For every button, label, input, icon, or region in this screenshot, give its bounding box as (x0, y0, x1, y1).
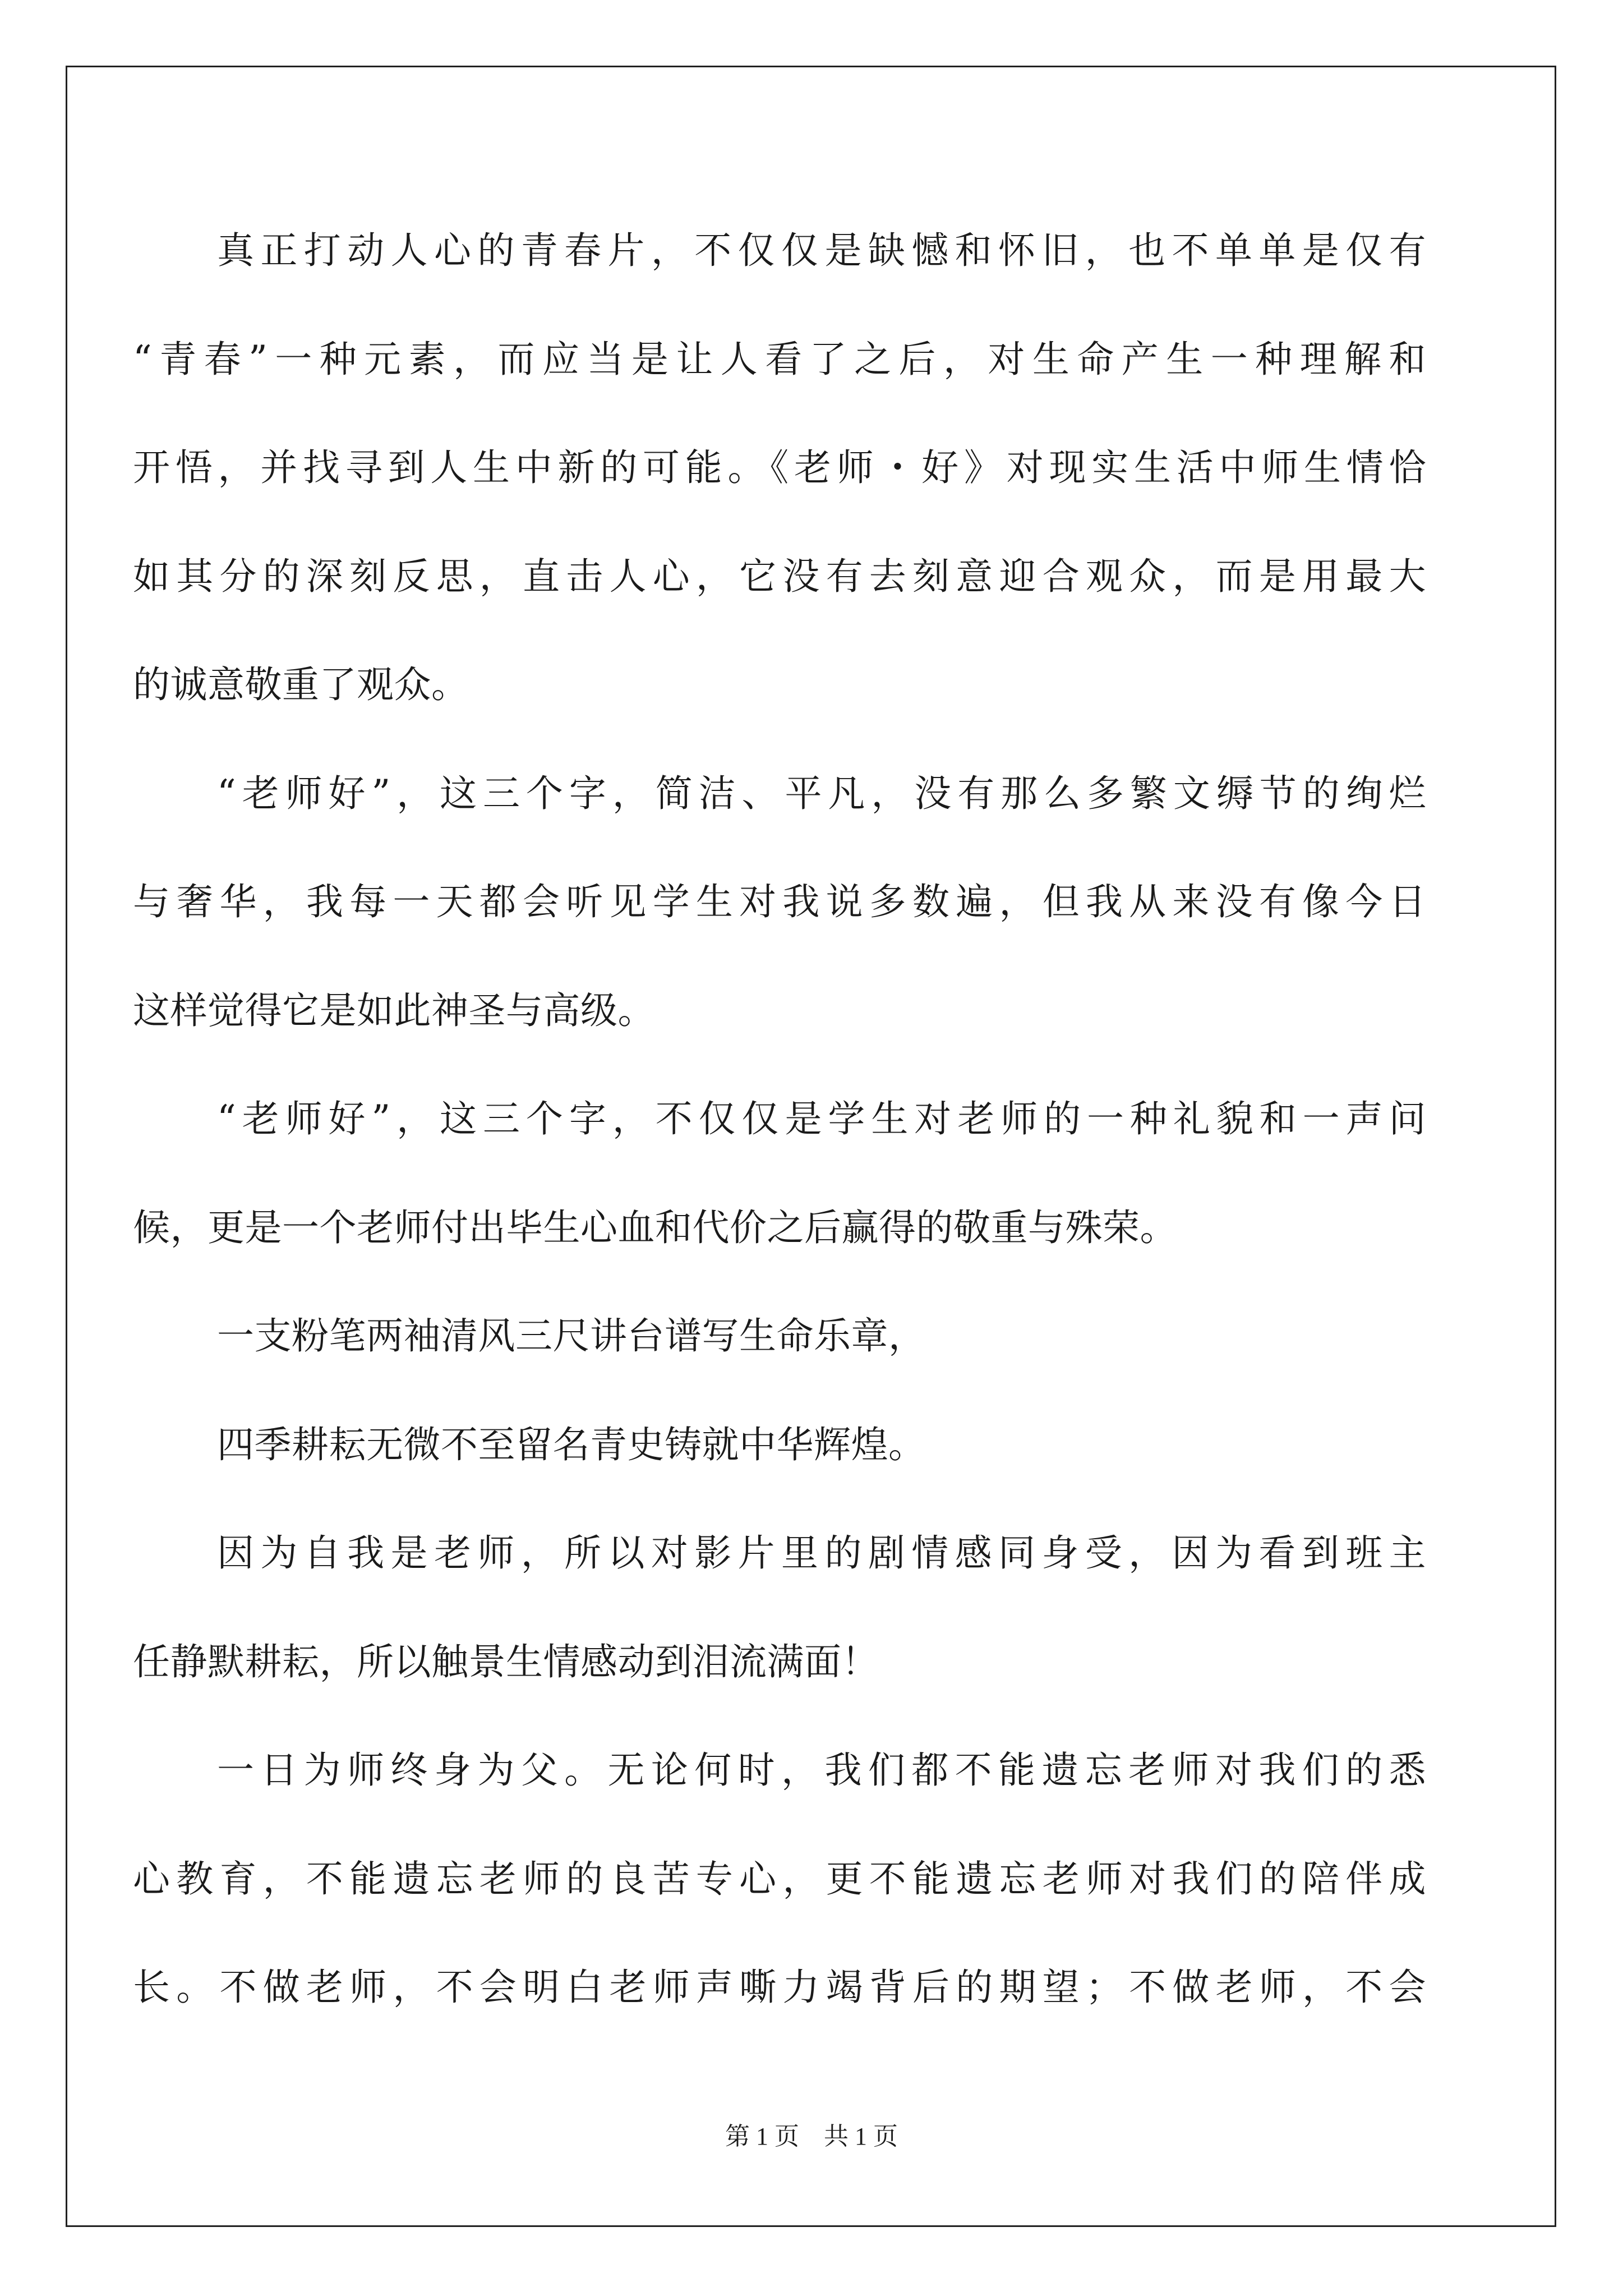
text-line: 如其分的深刻反思，直击人心，它没有去刻意迎合观众，而是用最大 (133, 554, 1426, 598)
text-line: 与奢华，我每一天都会听见学生对我说多数遍，但我从来没有像今日 (133, 880, 1426, 923)
text-line: 真正打动人心的青春片，不仅仅是缺憾和怀旧，也不单单是仅有 (217, 229, 1426, 272)
text-line: 长。不做老师，不会明白老师声嘶力竭背后的期望；不做老师，不会 (133, 1966, 1426, 2009)
text-line: 任静默耕耘，所以触景生情感动到泪流满面！ (133, 1640, 879, 1683)
text-line: 这样觉得它是如此神圣与高级。 (133, 988, 655, 1032)
text-line: 四季耕耘无微不至留名青史铸就中华辉煌。 (217, 1423, 926, 1466)
text-line: 因为自我是老师，所以对影片里的剧情感同身受，因为看到班主 (217, 1531, 1426, 1575)
document-body (133, 196, 1426, 2042)
page-footer: 第 1 页 共 1 页 (725, 2123, 898, 2150)
text-line: 一日为师终身为父。无论何时，我们都不能遗忘老师对我们的悉 (217, 1749, 1426, 1792)
text-line: “老师好”，这三个字，简洁、平凡，没有那么多繁文缛节的绚烂 (217, 771, 1426, 815)
text-line: 开悟，并找寻到人生中新的可能。《老师・好》对现实生活中师生情恰 (133, 446, 1426, 489)
text-line: “老师好”，这三个字，不仅仅是学生对老师的一种礼貌和一声问 (217, 1097, 1426, 1140)
text-line: “青春”一种元素，而应当是让人看了之后，对生命产生一种理解和 (133, 337, 1426, 381)
text-line: 候，更是一个老师付出毕生心血和代价之后赢得的敬重与殊荣。 (133, 1205, 1177, 1249)
text-line: 的诚意敬重了观众。 (133, 663, 469, 706)
text-line: 心教育，不能遗忘老师的良苦专心，更不能遗忘老师对我们的陪伴成 (133, 1857, 1426, 1901)
text-line: 一支粉笔两袖清风三尺讲台谱写生命乐章， (217, 1314, 926, 1358)
